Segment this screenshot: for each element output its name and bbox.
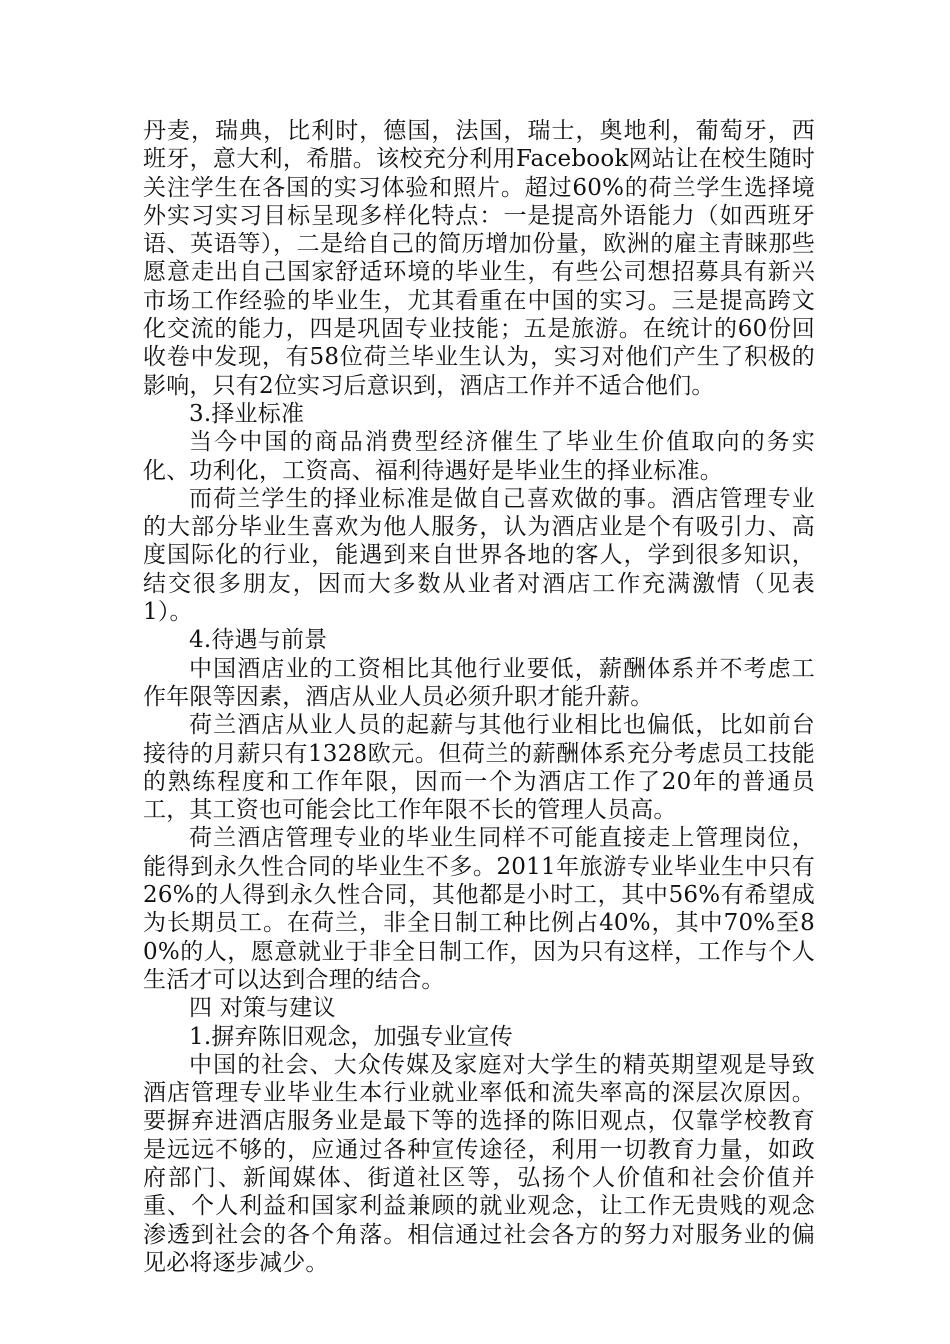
paragraph: 而荷兰学生的择业标准是做自己喜欢做的事。酒店管理专业的大部分毕业生喜欢为他人服务，认为酒店业是个有吸引力、高度国际化的行业，能遇到来自世界各地的客人，学到很多知识，结交很多朋友，因而大多数从业者对酒店工作充满激情（见表1）。 — [143, 485, 815, 626]
section-heading-3: 3.择业标准 — [189, 400, 305, 427]
paragraph: 荷兰酒店管理专业的毕业生同样不可能直接走上管理岗位，能得到永久性合同的毕业生不多。2011年旅游专业毕业生中只有26%的人得到永久性合同，其他都是小时工，其中56%有希望成为长期员工。在荷兰，非全日制工种比例占40%，其中70%至80%的人，愿意就业于非全日制工作，因为只有这样，工作与个人生活才可以达到合理的结合。 — [143, 825, 815, 993]
document-body — [143, 117, 815, 1277]
paragraph-continued: 丹麦，瑞典，比利时，德国，法国，瑞士，奥地利，葡萄牙，西班牙，意大利，希腊。该校充分利用Facebook网站让在校生随时关注学生在各国的实习体验和照片。超过60%的荷兰学生选择境外实习实习目标呈现多样化特点：一是提高外语能力（如西班牙语、英语等），二是给自己的简历增加份量，欧洲的雇主青睐那些愿意走出自己国家舒适环境的毕业生，有些公司想招募具有新兴市场工作经验的毕业生，尤其看重在中国的实习。三是提高跨文化交流的能力，四是巩固专业技能；五是旅游。在统计的60份回收卷中发现，有58位荷兰毕业生认为，实习对他们产生了积极的影响，只有2位实习后意识到，酒店工作并不适合他们。 — [143, 118, 815, 399]
chapter-heading: 四 对策与建议 — [189, 995, 336, 1022]
paragraph: 中国的社会、大众传媒及家庭对大学生的精英期望观是导致酒店管理专业毕业生本行业就业率低和流失率高的深层次原因。要摒弃进酒店服务业是最下等的选择的陈旧观点，仅靠学校教育是远远不够的，应通过各种宣传途径，利用一切教育力量，如政府部门、新闻媒体、街道社区等，弘扬个人价值和社会价值并重、个人利益和国家利益兼顾的就业观念，让工作无贵贱的观念渗透到社会的各个角落。相信通过社会各方的努力对服务业的偏见必将逐步减少。 — [143, 1051, 815, 1276]
section-heading-4: 4.待遇与前景 — [189, 627, 328, 654]
paragraph: 荷兰酒店从业人员的起薪与其他行业相比也偏低，比如前台接待的月薪只有1328欧元。但荷兰的薪酬体系充分考虑员工技能的熟练程度和工作年限，因而一个为酒店工作了20年的普通员工，其工资也可能会比工作年限不长的管理人员高。 — [143, 712, 815, 824]
paragraph: 当今中国的商品消费型经济催生了毕业生价值取向的务实化、功利化，工资高、福利待遇好是毕业生的择业标准。 — [143, 429, 815, 484]
subsection-heading-1: 1.摒弃陈旧观念，加强专业宣传 — [189, 1023, 513, 1050]
paragraph: 中国酒店业的工资相比其他行业要低，薪酬体系并不考虑工作年限等因素，酒店从业人员必须升职才能升薪。 — [143, 655, 815, 710]
